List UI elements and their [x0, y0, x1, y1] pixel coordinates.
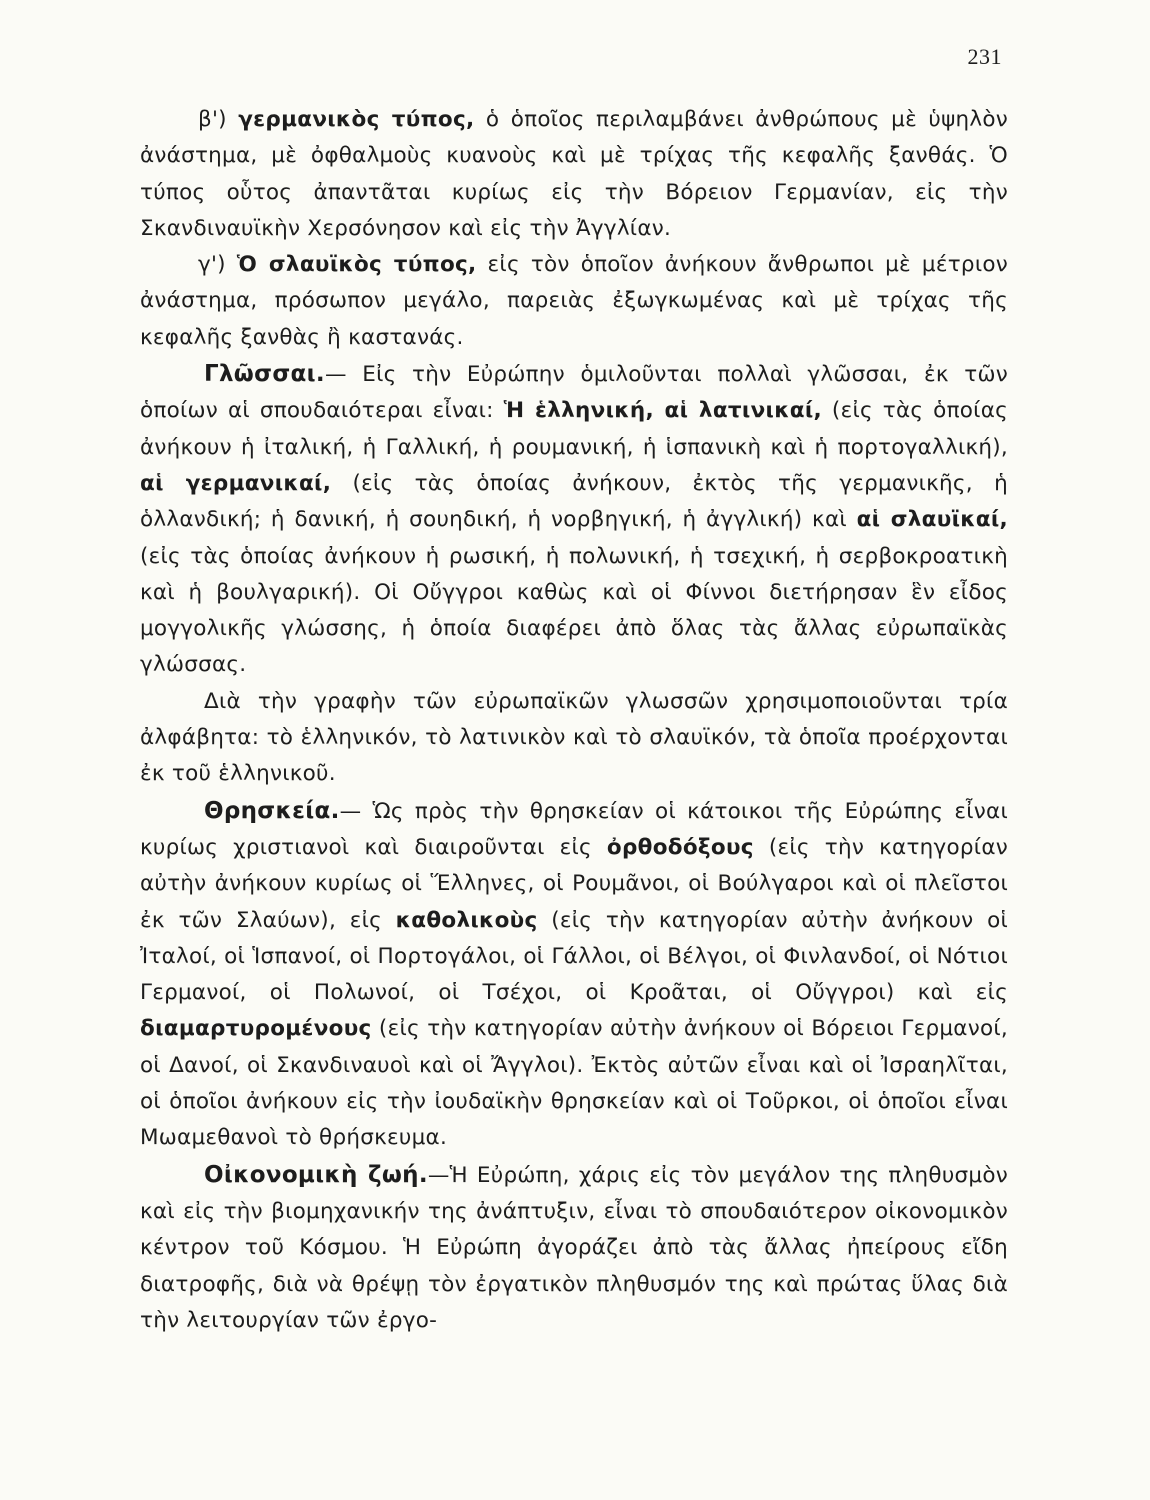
- section-heading-religion: Θρησκεία.: [204, 797, 340, 824]
- paragraph-languages: [140, 356, 1008, 684]
- term-germanic-languages: αἱ γερμανικαί,: [140, 470, 332, 496]
- term-hellenic-latin: Ἡ ἑλληνική, αἱ λατινικαί,: [503, 398, 823, 424]
- paragraph-text: (εἰς τὰς ὁποίας ἀνήκουν ἡ ἰταλική, ἡ Γαλλική, ἡ ρουμανική, ἡ ἱσπανικὴ καὶ ἡ πορτογαλλική),: [140, 398, 1008, 460]
- section-heading-economy: Οἰκονομικὴ ζωή.: [204, 1161, 428, 1188]
- page-number: 231: [967, 44, 1002, 69]
- paragraph-slavic-type: [140, 247, 1008, 356]
- paragraph-economy: [140, 1157, 1008, 1339]
- term-catholic: καθολικοὺς: [395, 907, 538, 933]
- paragraph-text: — Εἰς τὴν Εὐρώπην ὁμιλοῦνται πολλαὶ γλῶσσαι, ἐκ τῶν ὁποίων αἱ σπουδαιότεραι εἶναι:: [140, 362, 1008, 424]
- paragraph-text: (εἰς τὰς ὁποίας ἀνήκουν, ἐκτὸς τῆς γερμανικῆς, ἡ ὁλλανδική; ἡ δανική, ἡ σουηδική, ἡ νορβηγική, ἡ ἀγγλική) καὶ: [140, 470, 1008, 533]
- paragraph-text: (εἰς τὴν κατηγορίαν αὐτὴν ἀνήκουν κυρίως οἱ Ἕλληνες, οἱ Ρουμᾶνοι, οἱ Βούλγαροι καὶ οἱ πλεῖστοι ἐκ τῶν Σλαύων), εἰς: [140, 834, 1008, 933]
- term-germanic-type: γερμανικὸς τύπος,: [238, 107, 475, 132]
- page-body: [140, 102, 1008, 1339]
- paragraph-text: ὁ ὁποῖος περιλαμβάνει ἀνθρώπους μὲ ὑψηλὸν ἀνάστημα, μὲ ὀφθαλμοὺς κυανοὺς καὶ μὲ τρίχας τῆς κεφαλῆς ξανθάς. Ὁ τύπος οὗτος ἀπαντᾶται κυρίως εἰς τὴν Βόρειον Γερμανίαν, εἰς τὴν Σκανδιναυϊκὴν Χερσόνησον καὶ εἰς τὴν Ἀγγλίαν.: [140, 107, 1009, 241]
- paragraph-text: εἰς τὸν ὁποῖον ἀνήκουν ἄνθρωποι μὲ μέτριον ἀνάστημα, πρόσωπον μεγάλο, παρειὰς ἐξωγκωμένας καὶ μὲ τρίχας τῆς κεφαλῆς ξανθὰς ἢ καστανάς.: [140, 252, 1009, 350]
- paragraph-text: (εἰς τὴν κατηγορίαν αὐτὴν ἀνήκουν οἱ Βόρειοι Γερμανοί, οἱ Δανοί, οἱ Σκανδιναυοὶ καὶ οἱ Ἄγγλοι). Ἐκτὸς αὐτῶν εἶναι καὶ οἱ Ἰσραηλῖται, οἱ ὁποῖοι ἀνήκουν εἰς τὴν ἰουδαϊκὴν θρησκείαν καὶ οἱ Τοῦρκοι, οἱ ὁποῖοι εἶναι Μωαμεθανοὶ τὸ θρήσκευμα.: [140, 1016, 1008, 1151]
- paragraph-text: (εἰς τὰς ὁποίας ἀνήκουν ἡ ρωσική, ἡ πολωνική, ἡ τσεχική, ἡ σερβοκροατικὴ καὶ ἡ βουλγαρική). Οἱ Οὔγγροι καθὼς καὶ οἱ Φίννοι διετήρησαν ἓν εἶδος μογγολικῆς γλώσσης, ἡ ὁποία διαφέρει ἀπὸ ὅλας τὰς ἄλλας εὐρωπαϊκὰς γλώσσας.: [140, 543, 1008, 678]
- term-protestant: διαμαρτυρομένους: [140, 1016, 372, 1042]
- paragraph-text: —Ἡ Εὐρώπη, χάρις εἰς τὸν μεγάλον της πληθυσμὸν καὶ εἰς τὴν βιομηχανικήν της ἀνάπτυξιν, εἶναι τὸ σπουδαιότερον οἰκονομικὸν κέντρον τοῦ Κόσμου. Ἡ Εὐρώπη ἀγοράζει ἀπὸ τὰς ἄλλας ἠπείρους εἴδη διατροφῆς, διὰ νὰ θρέψῃ τὸν ἐργατικὸν πληθυσμόν της καὶ πρώτας ὕλας διὰ τὴν λειτουργίαν τῶν ἐργο-: [140, 1162, 1008, 1333]
- list-marker: γ'): [198, 252, 237, 278]
- section-heading-languages: Γλῶσσαι.: [204, 361, 325, 388]
- paragraph-text: (εἰς τὴν κατηγορίαν αὐτὴν ἀνήκουν οἱ Ἰταλοί, οἱ Ἱσπανοί, οἱ Πορτογάλοι, οἱ Γάλλοι, οἱ Βέλγοι, οἱ Φινλανδοί, οἱ Νότιοι Γερμανοί, οἱ Πολωνοί, οἱ Τσέχοι, οἱ Κροᾶται, οἱ Οὔγγροι) καὶ εἰς: [140, 907, 1009, 1006]
- paragraph-religion: [140, 793, 1008, 1157]
- term-slavic-type: Ὁ σλαυϊκὸς τύπος,: [236, 252, 477, 278]
- term-slavic-languages: αἱ σλαυϊκαί,: [856, 507, 1009, 533]
- paragraph-alphabets: [140, 684, 1008, 793]
- term-orthodox: ὀρθοδόξους: [606, 834, 754, 860]
- list-marker: β'): [198, 107, 239, 132]
- paragraph-text: Διὰ τὴν γραφὴν τῶν εὐρωπαϊκῶν γλωσσῶν χρησιμοποιοῦνται τρία ἀλφάβητα: τὸ ἑλληνικόν, τὸ λατινικὸν καὶ τὸ σλαυϊκόν, τὰ ὁποῖα προέρχονται ἐκ τοῦ ἑλληνικοῦ.: [140, 688, 1008, 787]
- paragraph-text: — Ὡς πρὸς τὴν θρησκείαν οἱ κάτοικοι τῆς Εὐρώπης εἶναι κυρίως χριστιανοὶ καὶ διαιροῦνται εἰς: [140, 798, 1008, 860]
- paragraph-germanic-type: [140, 102, 1008, 247]
